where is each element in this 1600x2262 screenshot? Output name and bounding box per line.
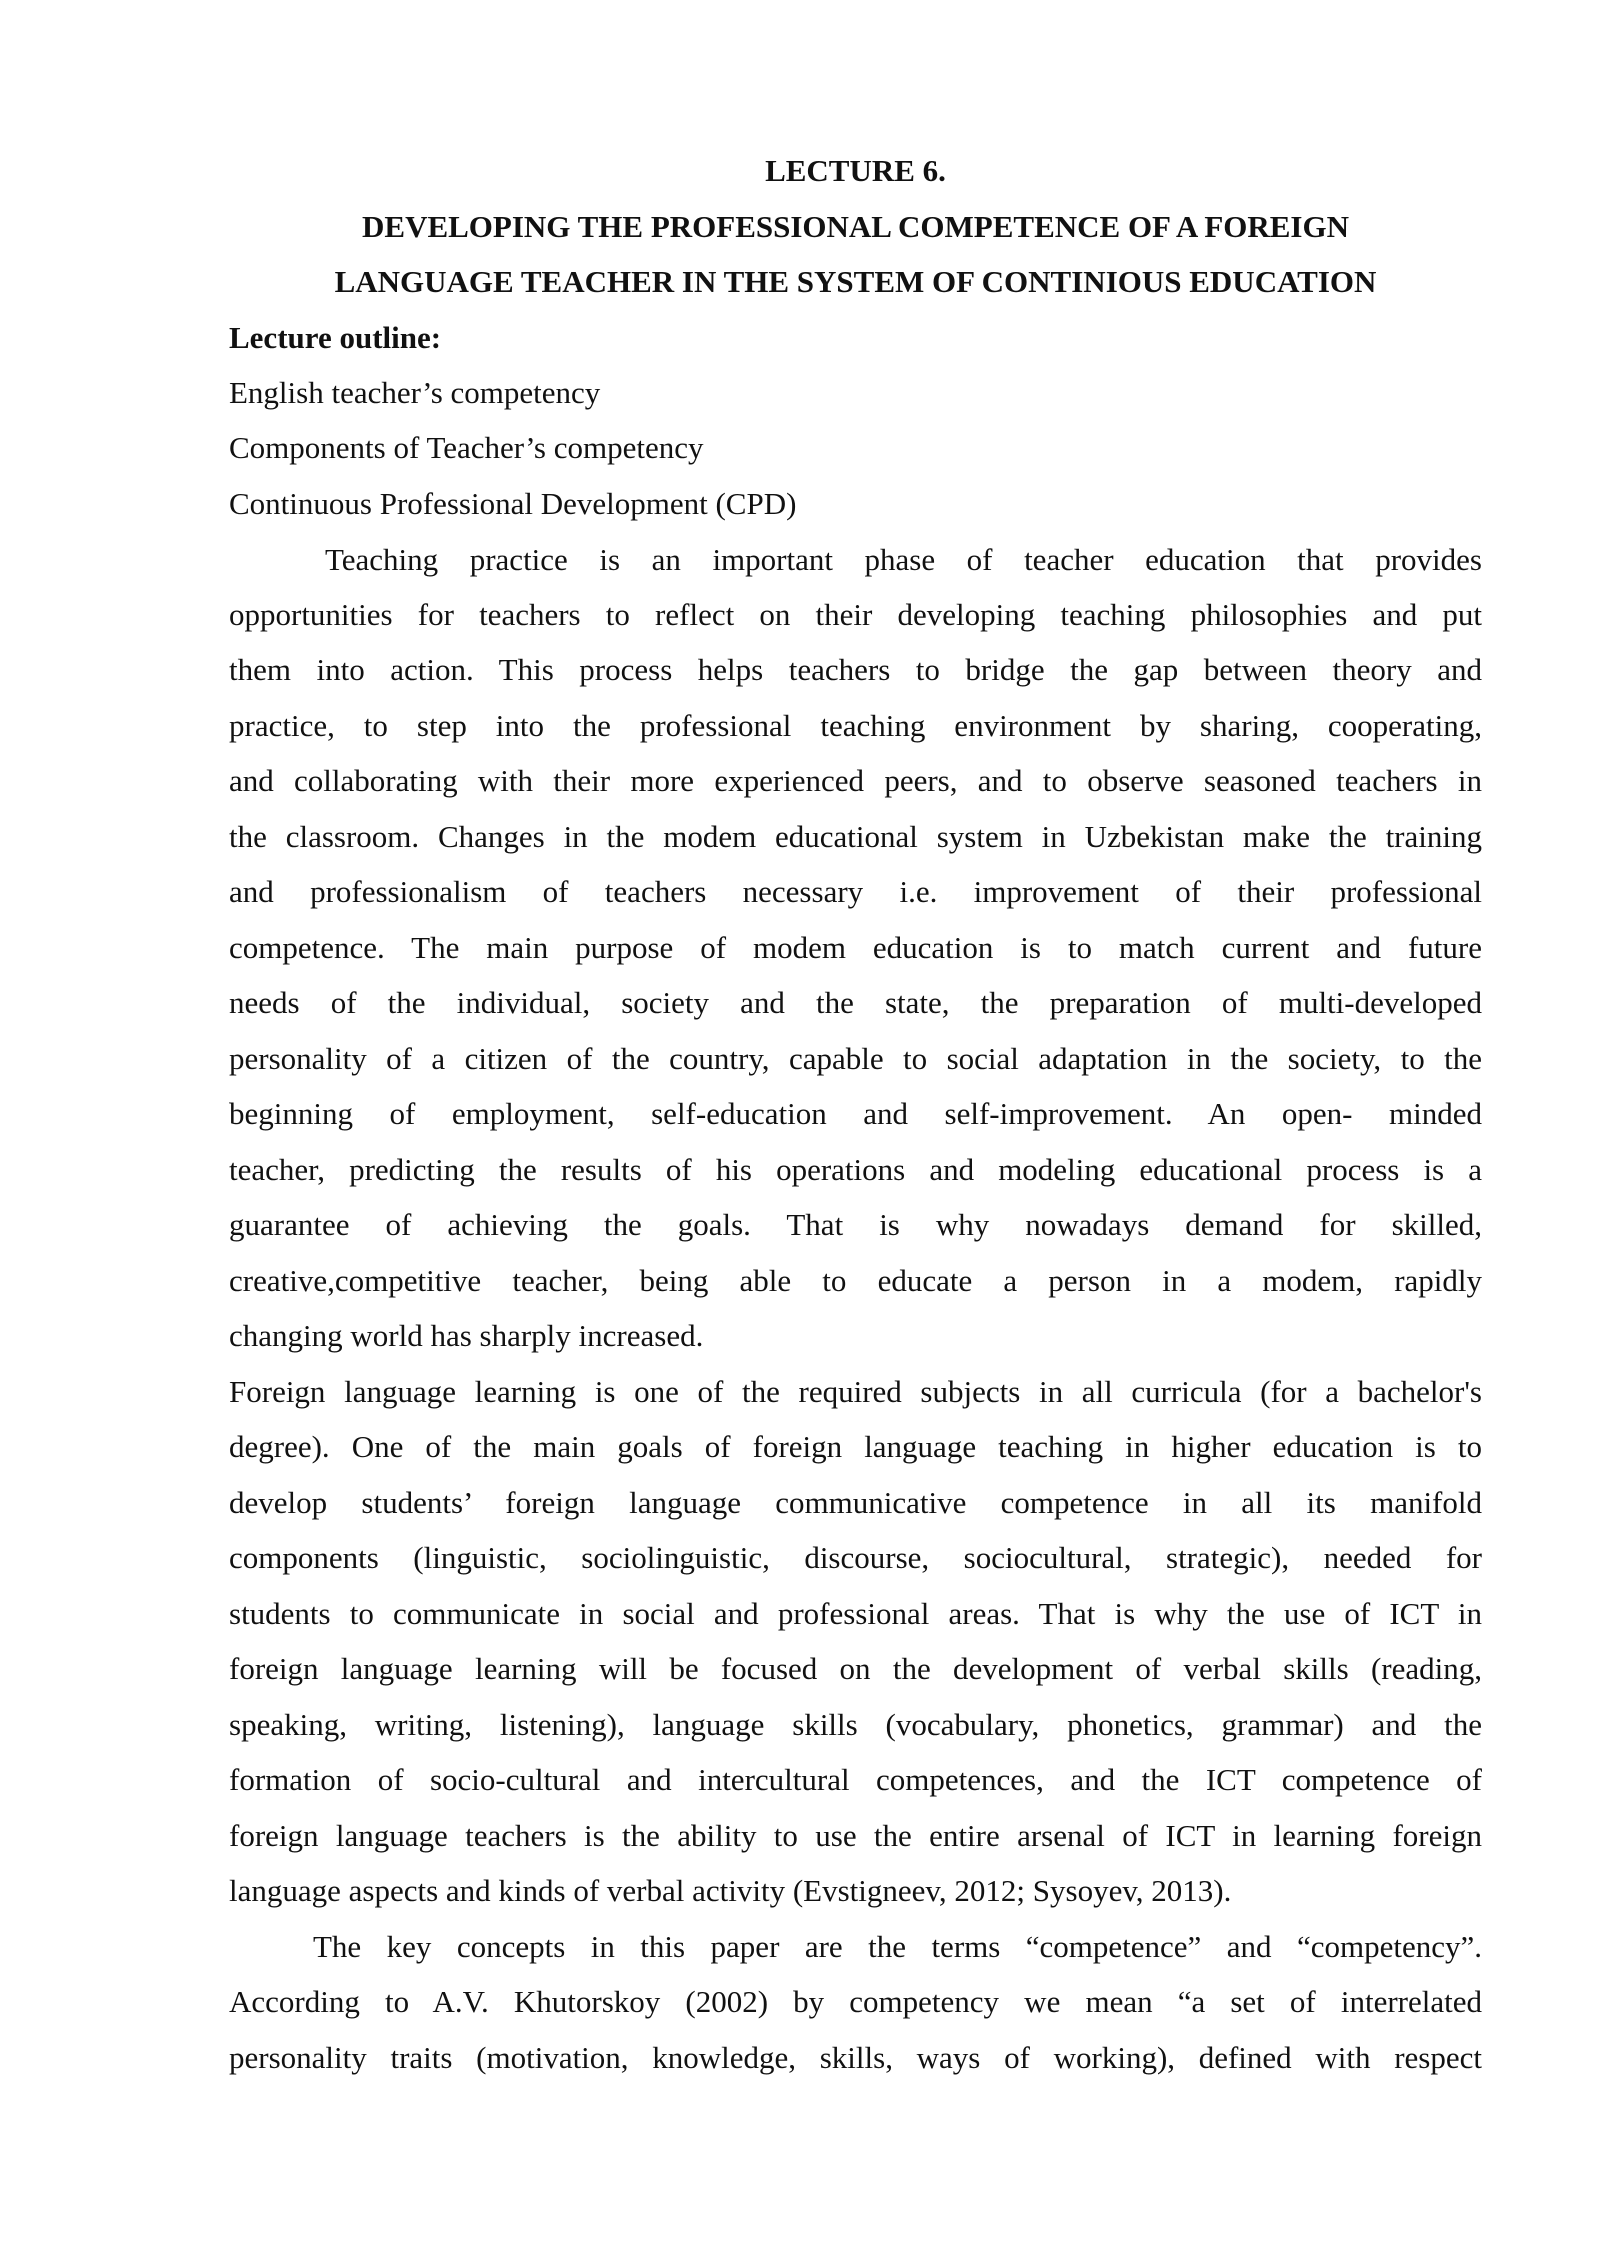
lecture-title-line-1: DEVELOPING THE PROFESSIONAL COMPETENCE OF A FOREIGN	[362, 209, 1349, 244]
outline-item: Components of Teacher’s competency	[229, 430, 704, 465]
paragraph-2-line: formation of socio-cultural and intercultural competences, and the ICT competence of	[229, 1762, 1482, 1797]
paragraph-1-line: practice, to step into the professional teaching environment by sharing, cooperating,	[229, 708, 1482, 743]
paragraph-1-line: needs of the individual, society and the state, the preparation of multi-developed	[229, 985, 1482, 1020]
outline-item: Continuous Professional Development (CPD)	[229, 486, 797, 521]
outline-item: English teacher’s competency	[229, 375, 601, 410]
paragraph-1-line: changing world has sharply increased.	[229, 1318, 704, 1353]
paragraph-2-line: components (linguistic, sociolinguistic, discourse, sociocultural, strategic), needed for	[229, 1540, 1482, 1575]
lecture-number-heading: LECTURE 6.	[765, 153, 946, 188]
paragraph-1-line: them into action. This process helps teachers to bridge the gap between theory and	[229, 652, 1482, 687]
paragraph-2-line: speaking, writing, listening), language skills (vocabulary, phonetics, grammar) and the	[229, 1707, 1482, 1742]
paragraph-2-line: language aspects and kinds of verbal activity (Evstigneev, 2012; Sysoyev, 2013).	[229, 1873, 1232, 1908]
paragraph-1-line: Teaching practice is an important phase of teacher education that provides	[325, 542, 1482, 577]
paragraph-2-line: students to communicate in social and professional areas. That is why the use of ICT in	[229, 1596, 1482, 1631]
paragraph-3-line: According to A.V. Khutorskoy (2002) by competency we mean “a set of interrelated	[229, 1984, 1482, 2019]
paragraph-1-line: competence. The main purpose of modem education is to match current and future	[229, 930, 1482, 965]
paragraph-2-line: Foreign language learning is one of the required subjects in all curricula (for a bachelor's	[229, 1374, 1482, 1409]
paragraph-1-line: teacher, predicting the results of his operations and modeling educational process is a	[229, 1152, 1482, 1187]
paragraph-2-line: foreign language teachers is the ability to use the entire arsenal of ICT in learning foreign	[229, 1818, 1482, 1853]
paragraph-2-line: develop students’ foreign language communicative competence in all its manifold	[229, 1485, 1482, 1520]
paragraph-1-line: and professionalism of teachers necessary i.e. improvement of their professional	[229, 874, 1482, 909]
paragraph-1-line: creative,competitive teacher, being able to educate a person in a modem, rapidly	[229, 1263, 1482, 1298]
paragraph-1-line: guarantee of achieving the goals. That is why nowadays demand for skilled,	[229, 1207, 1482, 1242]
paragraph-2-line: degree). One of the main goals of foreign language teaching in higher education is to	[229, 1429, 1482, 1464]
paragraph-3-line: personality traits (motivation, knowledge, skills, ways of working), defined with respect	[229, 2040, 1482, 2075]
paragraph-1-line: personality of a citizen of the country, capable to social adaptation in the society, to the	[229, 1041, 1482, 1076]
paragraph-1-line: opportunities for teachers to reflect on their developing teaching philosophies and put	[229, 597, 1482, 632]
lecture-title-line-2: LANGUAGE TEACHER IN THE SYSTEM OF CONTINIOUS EDUCATION	[334, 264, 1377, 299]
paragraph-3-line: The key concepts in this paper are the terms “competence” and “competency”.	[313, 1929, 1482, 1964]
paragraph-1-line: and collaborating with their more experienced peers, and to observe seasoned teachers in	[229, 763, 1482, 798]
paragraph-2-line: foreign language learning will be focused on the development of verbal skills (reading,	[229, 1651, 1482, 1686]
paragraph-1-line: the classroom. Changes in the modem educational system in Uzbekistan make the training	[229, 819, 1482, 854]
paragraph-1-line: beginning of employment, self-education and self-improvement. An open- minded	[229, 1096, 1482, 1131]
outline-heading: Lecture outline:	[229, 320, 442, 355]
